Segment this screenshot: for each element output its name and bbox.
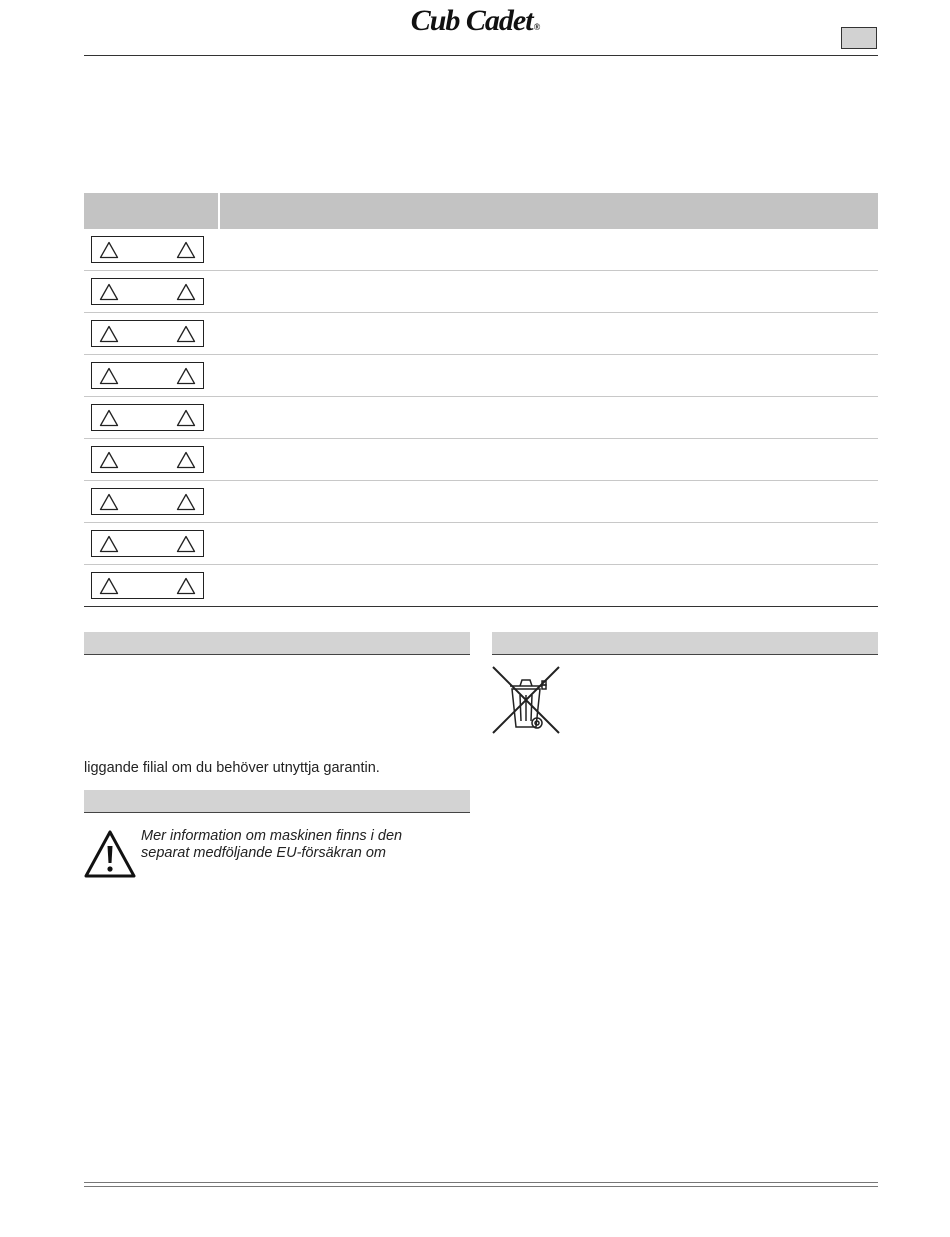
symbol-cell	[84, 439, 219, 481]
table-row	[84, 229, 878, 271]
warning-triangle-icon	[99, 241, 119, 259]
brand-logo	[0, 4, 950, 38]
symbol-cell	[84, 271, 219, 313]
table-row	[84, 565, 878, 607]
language-tab	[841, 27, 877, 49]
warning-triangle-icon	[99, 493, 119, 511]
warning-triangle-icon	[99, 409, 119, 427]
meaning-cell	[219, 481, 878, 523]
meaning-cell	[219, 229, 878, 271]
environment-section-bar	[492, 632, 878, 655]
symbol-cell	[84, 481, 219, 523]
warning-symbol-box	[91, 236, 204, 263]
warning-triangle-icon	[99, 451, 119, 469]
footer-divider	[84, 1182, 878, 1183]
warning-triangle-icon	[99, 367, 119, 385]
warranty-section-bar	[84, 632, 470, 655]
warning-symbol-box	[91, 320, 204, 347]
warning-triangle-icon	[99, 325, 119, 343]
warning-triangle-icon	[176, 367, 196, 385]
symbol-cell	[84, 229, 219, 271]
symbol-table-header	[84, 193, 878, 229]
meaning-cell	[219, 313, 878, 355]
table-row	[84, 439, 878, 481]
symbol-cell	[84, 355, 219, 397]
warning-symbol-box	[91, 278, 204, 305]
declaration-section-bar	[84, 790, 470, 813]
footer-divider-secondary	[84, 1186, 878, 1187]
declaration-note	[141, 828, 402, 862]
symbol-cell	[84, 313, 219, 355]
warning-symbol-box	[91, 404, 204, 431]
warning-symbol-box	[91, 572, 204, 599]
warning-triangle-icon	[176, 409, 196, 427]
meaning-column-header	[219, 193, 878, 229]
warning-triangle-icon	[176, 325, 196, 343]
symbol-table-body	[84, 229, 878, 607]
warning-symbol-box	[91, 530, 204, 557]
header-divider	[84, 55, 878, 56]
symbol-table	[84, 193, 878, 607]
warning-triangle-icon	[99, 577, 119, 595]
warning-exclamation-icon	[84, 829, 136, 879]
brand-name: Cub Cadet	[410, 4, 533, 37]
warning-triangle-icon	[176, 451, 196, 469]
meaning-cell	[219, 439, 878, 481]
declaration-line: Mer information om maskinen finns i den	[141, 828, 403, 844]
crossed-out-bin-icon	[491, 665, 561, 735]
warning-triangle-icon	[176, 241, 196, 259]
warning-triangle-icon	[176, 535, 196, 553]
table-row	[84, 271, 878, 313]
symbol-column-header	[84, 193, 219, 229]
warranty-text: liggande filial om du behöver utnyttja garantin.	[84, 760, 380, 776]
warning-triangle-icon	[99, 535, 119, 553]
table-row	[84, 313, 878, 355]
warning-triangle-icon	[176, 577, 196, 595]
table-row	[84, 397, 878, 439]
meaning-cell	[219, 523, 878, 565]
symbol-cell	[84, 523, 219, 565]
table-row	[84, 481, 878, 523]
warning-triangle-icon	[176, 283, 196, 301]
warning-symbol-box	[91, 362, 204, 389]
meaning-cell	[219, 565, 878, 607]
table-row	[84, 523, 878, 565]
symbol-cell	[84, 397, 219, 439]
meaning-cell	[219, 397, 878, 439]
registered-mark: ®	[533, 22, 540, 32]
declaration-line: separat medföljande EU-försäkran om	[141, 845, 387, 861]
table-row	[84, 355, 878, 397]
warning-symbol-box	[91, 446, 204, 473]
warning-symbol-box	[91, 488, 204, 515]
meaning-cell	[219, 355, 878, 397]
warning-triangle-icon	[99, 283, 119, 301]
symbol-cell	[84, 565, 219, 607]
warning-triangle-icon	[176, 493, 196, 511]
meaning-cell	[219, 271, 878, 313]
